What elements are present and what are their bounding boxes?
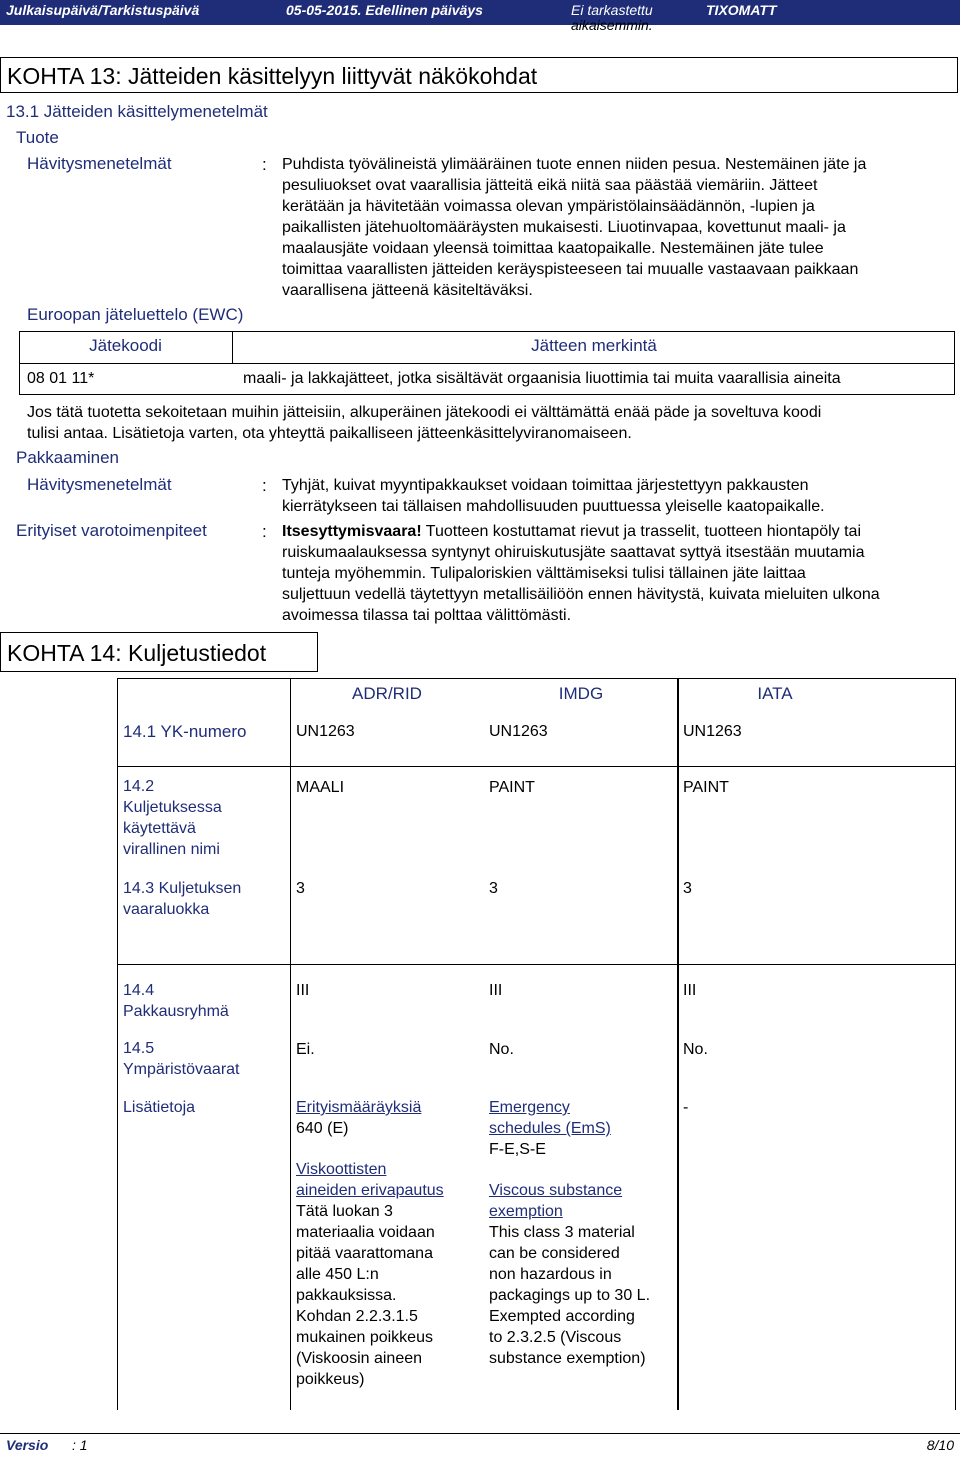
special-precautions-text: Itsesyttymisvaara! Tuotteen kostuttamat rievut ja trasselit, tuotteen hiontapöly tai ruiskumaalauksessa syntynyt ohiruiskutusjäte saattavat syttyä itsestään muutamia tunteja myöhemmin. Tulipaloriskien välttämiseksi tulisi tällainen jäte laittaa suljettuun vedellä täytettyyn metallisäiliöön ennen hävitystä, kuivata mieluiten ulkona avoimessa tilassa tai polttaa välittömästi. bbox=[282, 523, 880, 624]
not-checked-line1: Ei tarkastettu bbox=[571, 2, 653, 18]
group-imdg: III bbox=[489, 982, 503, 999]
packaging-label: Pakkaaminen bbox=[16, 448, 120, 467]
env-adr: Ei. bbox=[296, 1041, 315, 1058]
ewc-row-description: maali- ja lakkajätteet, jotka sisältävät orgaanisia liuottimia tai muita vaarallisia aineita bbox=[243, 370, 841, 387]
name-imdg: PAINT bbox=[489, 779, 535, 796]
mixing-note: Jos tätä tuotetta sekoitetaan muihin jätteisiin, alkuperäinen jätekoodi ei välttämättä enää päde ja soveltuva koodi tulisi antaa. Lisätietoja varten, ota yhteyttä paikalliseen jätteenkäsittelyviranomaiseen. bbox=[27, 404, 822, 442]
group-adr: III bbox=[296, 982, 310, 999]
un-imdg: UN1263 bbox=[489, 723, 548, 740]
issue-date-value: 05-05-2015. Edellinen päiväys bbox=[286, 2, 483, 18]
environmental-hazards-label: 14.5 Ympäristövaarat bbox=[123, 1040, 240, 1078]
un-adr: UN1263 bbox=[296, 723, 355, 740]
issue-date-label: Julkaisupäivä/Tarkistuspäivä bbox=[6, 2, 200, 18]
un-iata: UN1263 bbox=[683, 723, 742, 740]
self-ignition-warning: Itsesyttymisvaara! bbox=[282, 523, 422, 540]
company-name: TIXOMATT bbox=[706, 2, 777, 18]
hazard-class-label: 14.3 Kuljetuksen vaaraluokka bbox=[123, 880, 242, 918]
section14-title: KOHTA 14: Kuljetustiedot bbox=[0, 632, 318, 672]
class-imdg: 3 bbox=[489, 880, 498, 897]
ewc-row-code: 08 01 11* bbox=[27, 370, 95, 387]
pack-disposal-label: Hävitysmenetelmät bbox=[27, 475, 172, 494]
disposal-text: Puhdista työvälineistä ylimääräinen tuote ennen niiden pesua. Nestemäinen jäte ja pesuliuokset ovat vaarallisia jätteitä eikä niitä saa päästää viemäriin. Jätteet kerätään ja hävitetään voimassa olevan ympäristölainsäädännön, -lupien ja paikallisten jätehuoltomääräysten mukaisesti. Liuotinvapaa, kovettunut maali- ja maalausjäte voidaan yleensä toimittaa kaatopaikalle. Nestemäinen jäte tulee toimittaa vaarallisten jätteiden keräyspisteeseen tai muualle vastaavaan paikkaan vaarallisena jätteenä käsiteltäväksi. bbox=[282, 156, 867, 299]
ewc-header-code: Jätekoodi bbox=[89, 336, 162, 355]
un-number-label: 14.1 YK-numero bbox=[123, 722, 247, 741]
product-label: Tuote bbox=[16, 128, 59, 147]
ewc-header-description: Jätteen merkintä bbox=[531, 336, 657, 355]
imdg-additional-info: Emergency schedules (EmS) F-E,S-E Viscous substance exemption This class 3 material can be considered non hazardous in packagings up to 30 L. Exempted according to 2.3.2.5 (Viscous substance exemption) bbox=[489, 1099, 651, 1367]
env-iata: No. bbox=[683, 1041, 708, 1058]
shipping-name-label: 14.2 Kuljetuksessa käytettävä virallinen nimi bbox=[123, 778, 222, 858]
version-value: : 1 bbox=[72, 1437, 88, 1453]
disposal-colon: : bbox=[262, 155, 267, 174]
env-imdg: No. bbox=[489, 1041, 514, 1058]
col-imdg: IMDG bbox=[558, 684, 604, 703]
class-adr: 3 bbox=[296, 880, 305, 897]
page-number: 8/10 bbox=[926, 1437, 954, 1453]
packing-group-label: 14.4 Pakkausryhmä bbox=[123, 982, 229, 1020]
pack-disposal-colon: : bbox=[262, 476, 267, 495]
special-precautions-label: Erityiset varotoimenpiteet bbox=[16, 521, 207, 540]
pack-disposal-text: Tyhjät, kuivat myyntipakkaukset voidaan toimittaa järjestettyyn pakkausten kierrätykseen tai tällaisen mahdollisuuden puuttuessa yleiselle kaatopaikalle. bbox=[282, 477, 825, 515]
ewc-label: Euroopan jäteluettelo (EWC) bbox=[27, 305, 244, 324]
col-adr-rid: ADR/RID bbox=[352, 684, 422, 703]
disposal-label: Hävitysmenetelmät bbox=[27, 154, 172, 173]
additional-info-label: Lisätietoja bbox=[123, 1099, 196, 1116]
class-iata: 3 bbox=[683, 880, 692, 897]
name-iata: PAINT bbox=[683, 779, 729, 796]
version-label: Versio bbox=[6, 1437, 49, 1453]
section13-subtitle: 13.1 Jätteiden käsittelymenetelmät bbox=[6, 102, 268, 121]
iata-additional-info: - bbox=[683, 1099, 689, 1116]
document-footer bbox=[0, 1433, 960, 1456]
not-checked-line2: aikaisemmin. bbox=[571, 17, 653, 33]
special-colon: : bbox=[262, 522, 267, 541]
col-iata: IATA bbox=[757, 684, 793, 703]
group-iata: III bbox=[683, 982, 697, 999]
name-adr: MAALI bbox=[296, 779, 345, 796]
section13-title: KOHTA 13: Jätteiden käsittelyyn liittyvät näkökohdat bbox=[0, 57, 958, 93]
document-header bbox=[0, 0, 960, 25]
adr-additional-info: Erityismääräyksiä 640 (E) Viskoottisten aineiden erivapautus Tätä luokan 3 materiaalia voidaan pitää vaarattomana alle 450 L:n pakkauksissa. Kohdan 2.2.3.1.5 mukainen poikkeus (Viskoosin aineen poikkeus) bbox=[296, 1099, 444, 1388]
